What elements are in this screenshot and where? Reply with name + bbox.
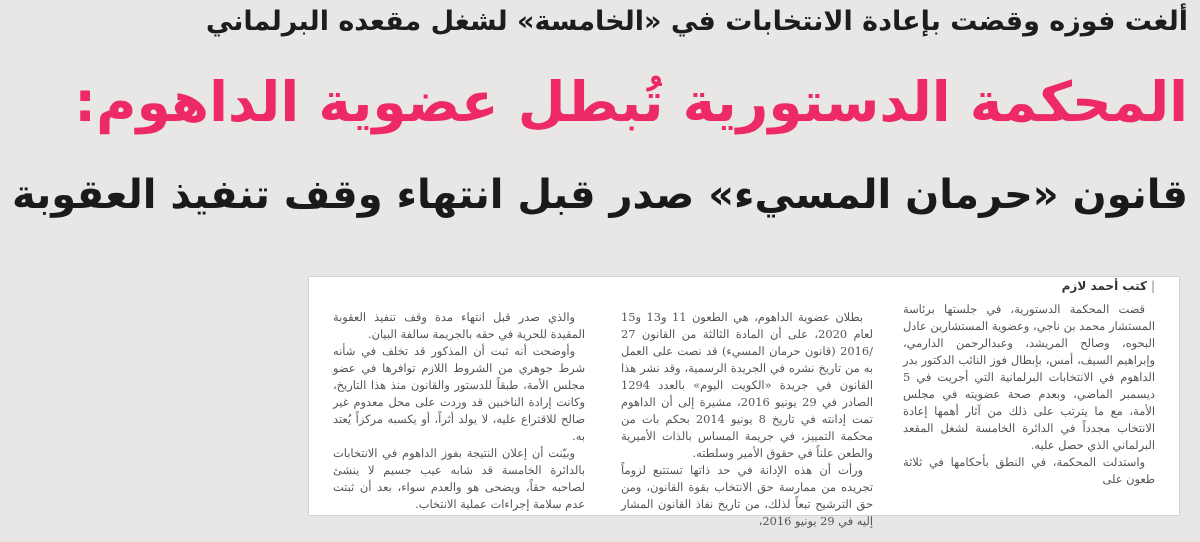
byline — [1062, 279, 1155, 293]
paragraph: وأوضحت أنه ثبت أن المذكور قد تخلف في شأنه شرط جوهري من الشروط اللازم توافرها في عضو مجلس الأمة، طبقاً للدستور والقانون منذ هذا التاريخ، وكانت إرادة الناخبين قد وردت على محل معدوم غير صالح للاقتراع عليه، لا يولد أثراً، أو يكسبه مركزاً يُعتد به. — [333, 344, 585, 443]
article-card — [308, 276, 1180, 528]
paragraph: واستدلت المحكمة، في النطق بأحكامها في ثلاثة طعون على — [903, 455, 1155, 486]
paragraph: ورأت أن هذه الإدانة في حد ذاتها تستتبع لزوماً تجريده من ممارسة حق الانتخاب بقوة القانون، ومن حق الترشيح تبعاً لذلك، من تاريخ نفاذ القانون المشار إليه في 29 يونيو 2016، — [621, 463, 873, 528]
article-column-1 — [903, 301, 1155, 488]
sub-headline: قانون «حرمان المسيء» صدر قبل انتهاء وقف تنفيذ العقوبة — [12, 172, 1188, 218]
byline-divider: | — [1150, 279, 1155, 293]
paragraph: وبيّنت أن إعلان النتيجة بفوز الداهوم في الانتخابات بالدائرة الخامسة قد شابه عيب جسيم لا ينشئ لصاحبه حقاً، ويضحى هو والعدم سواء، بعد أن ثبتت عدم سلامة إجراءات عملية الانتخاب. — [333, 446, 585, 511]
main-headline: المحكمة الدستورية تُبطل عضوية الداهوم: — [74, 70, 1188, 134]
paragraph: قضت المحكمة الدستورية، في جلستها برئاسة المستشار محمد بن ناجي، وعضوية المستشارين عادل البحوه، وصالح المريشد، وعبدالرحمن الدارمي، وإبراهيم السيف، أمس، بإبطال فوز النائب الدكتور بدر الداهوم في الانتخابات البرلمانية التي أجريت في 5 ديسمبر الماضي، وبعدم صحة عضويته في مجلس الأمة، مع ما يترتب على ذلك من آثار أهمها إعادة الانتخاب مجدداً في الدائرة الخامسة لشغل المقعد البرلماني الذي حصل عليه. — [903, 302, 1155, 452]
kicker-headline: ألغت فوزه وقضت بإعادة الانتخابات في «الخامسة» لشغل مقعده البرلماني — [205, 6, 1188, 37]
paragraph: بطلان عضوية الداهوم، هي الطعون 11 و13 و15 لعام 2020، على أن المادة الثالثة من القانون 27 /2016 (قانون حرمان المسيء) قد نصت على العمل به من تاريخ نشره في الجريدة الرسمية، وقد نشر هذا القانون في جريدة «الكويت اليوم» بالعدد 1294 الصادر في 29 يونيو 2016، مشيرة إلى أن الداهوم تمت إدانته في تاريخ 8 يونيو 2014 بحكم بات من محكمة التمييز، في جريمة المساس بالذات الأميرية والطعن علناً في حقوق الأمير وسلطته. — [621, 310, 873, 460]
byline-text: كتب أحمد لازم — [1061, 279, 1147, 293]
article-column-3 — [333, 309, 585, 513]
paragraph: والذي صدر قبل انتهاء مدة وقف تنفيذ العقوبة المقيدة للحرية في حقه بالجريمة سالفة البيان. — [333, 310, 585, 341]
article-column-2 — [621, 309, 873, 530]
